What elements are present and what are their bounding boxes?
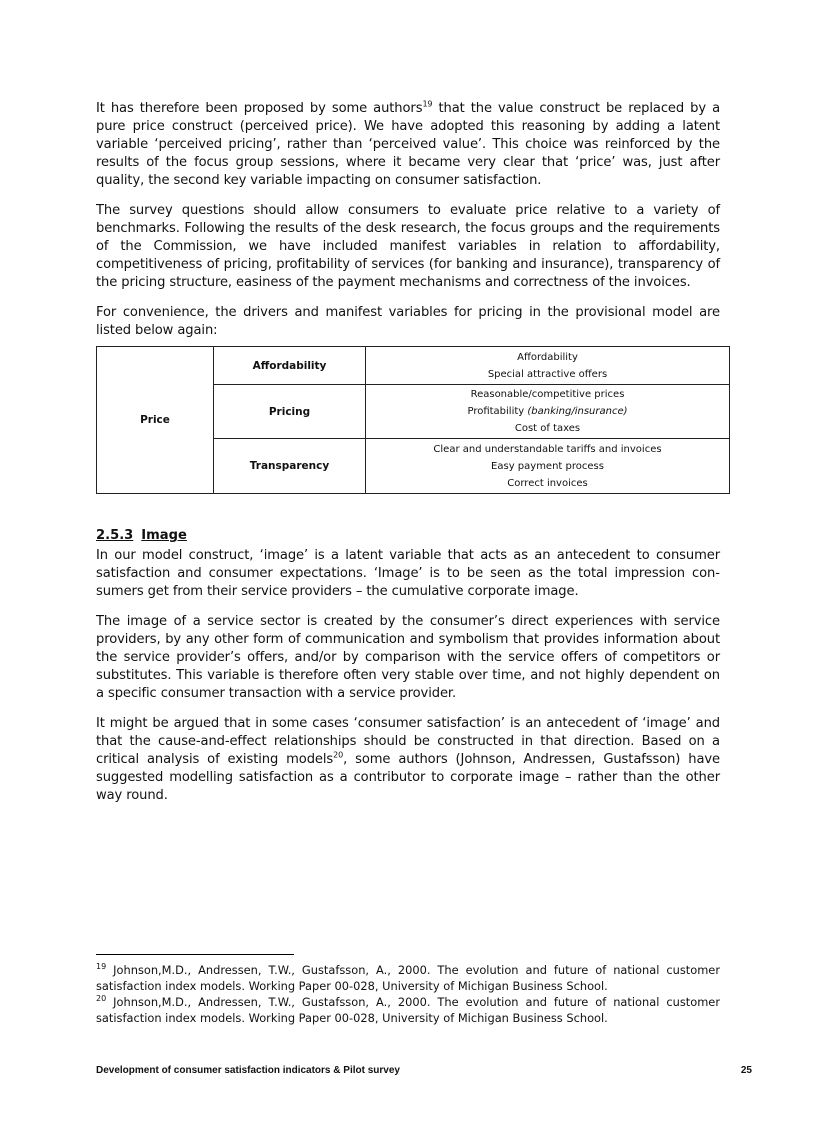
footnote-ref-19[interactable]: 19 — [422, 99, 433, 109]
manifest-variable: Easy payment process — [491, 460, 604, 472]
vars-cell-pricing — [366, 385, 730, 439]
driver-cell-transparency: Transparency — [214, 439, 366, 494]
page-footer — [96, 1065, 752, 1076]
manifest-variable: Special attractive offers — [487, 368, 608, 380]
paragraph-price-construct — [96, 100, 720, 190]
footnote-number: 20 — [96, 994, 107, 1004]
driver-cell-pricing: Pricing — [214, 385, 366, 439]
footnote-ref-20[interactable]: 20 — [333, 750, 344, 760]
page-number: 25 — [740, 1065, 752, 1076]
section-number: 2.5.3 — [96, 528, 134, 543]
table-row — [97, 347, 730, 385]
vars-cell-transparency — [366, 439, 730, 494]
paragraph-text: It has therefore been proposed by some authors — [96, 101, 423, 116]
manifest-variable-qualifier: (banking/insurance) — [527, 406, 628, 417]
footnote-text: Johnson,M.D., Andressen, T.W., Gustafsson, A., 2000. The evolution and future of national customer satisfaction index models. Working Paper 00-028, University of Michigan Business School. — [96, 963, 720, 993]
manifest-variable: Reasonable/competitive prices — [470, 389, 625, 400]
manifest-variable — [366, 403, 729, 420]
footnote-text: Johnson,M.D., Andressen, T.W., Gustafsson, A., 2000. The evolution and future of national customer satisfaction index models. Working Paper 00-028, University of Michigan Business School. — [96, 995, 720, 1025]
manifest-variable: Clear and understandable tariffs and invoices — [433, 443, 662, 455]
paragraph-image-definition: In our model construct, ‘image’ is a latent variable that acts as an antecedent to consumer satisfaction and consumer expectations. ‘Image’ is to be seen as the total impression consumers get from their service providers – the cumulative corporate image. — [96, 548, 720, 599]
section-heading-image — [96, 528, 720, 543]
paragraph-text: It might be argued that in some cases ‘consumer satisfaction’ is an antecedent of ‘image’ and that the cause-and-effect relationships should be constructed in that direction. Based on a critical analysis of existing models — [96, 716, 720, 767]
footer-title: Development of consumer satisfaction indicators & Pilot survey — [96, 1065, 400, 1076]
footnote-19 — [96, 962, 720, 994]
latent-variable-cell: Price — [97, 347, 214, 494]
paragraph-text: , some authors (Johnson, Andressen, Gustafsson) have suggested modelling satisfaction as a contributor to corporate image – rather than the other way round. — [96, 752, 720, 803]
driver-cell-affordability: Affordability — [214, 347, 366, 385]
manifest-variable: Affordability — [517, 351, 578, 363]
vars-cell-affordability — [366, 347, 730, 385]
manifest-variable: Cost of taxes — [514, 423, 581, 434]
footnote-number: 19 — [96, 962, 107, 972]
footnotes — [96, 962, 720, 1026]
section-title: Image — [141, 528, 187, 543]
page-content — [96, 100, 720, 817]
paragraph-cause-effect — [96, 715, 720, 805]
pricing-drivers-table — [96, 346, 730, 494]
paragraph-survey-questions: The survey questions should allow consumers to evaluate price relative to a variety of benchmarks. Following the results of the desk research, the focus groups and the requirements of the Commission, we have included manifest variables in relation to affordability, competitiveness of pricing, profitability of services (for banking and insurance), transparency of the pricing structure, easiness of the payment mechanisms and correctness of the invoices. — [96, 203, 720, 290]
footnote-divider — [96, 954, 294, 955]
footnote-20 — [96, 994, 720, 1026]
paragraph-text: that the value construct be replaced by a pure price construct (perceived price). We have adopted this reasoning by adding a latent variable ‘perceived pricing’, rather than ‘perceived value’. This choice was reinforced by the results of the focus group sessions, where it became very clear that ‘price’ was, just after quality, the second key variable impacting on consumer satisfaction. — [96, 101, 721, 188]
paragraph-image-creation: The image of a service sector is created by the consumer’s direct experiences with service providers, by any other form of communication and symbolism that provides information about the service provider’s offers, and/or by comparison with the service offers of competitors or substitutes. This variable is therefore often very stable over time, and not highly dependent on a specific consumer transaction with a service provider. — [96, 614, 720, 701]
manifest-variable-text: Profitability — [467, 406, 528, 417]
manifest-variable: Correct invoices — [507, 477, 588, 489]
paragraph-convenience: For convenience, the drivers and manifest variables for pricing in the provisional model are listed below again: — [96, 305, 720, 338]
